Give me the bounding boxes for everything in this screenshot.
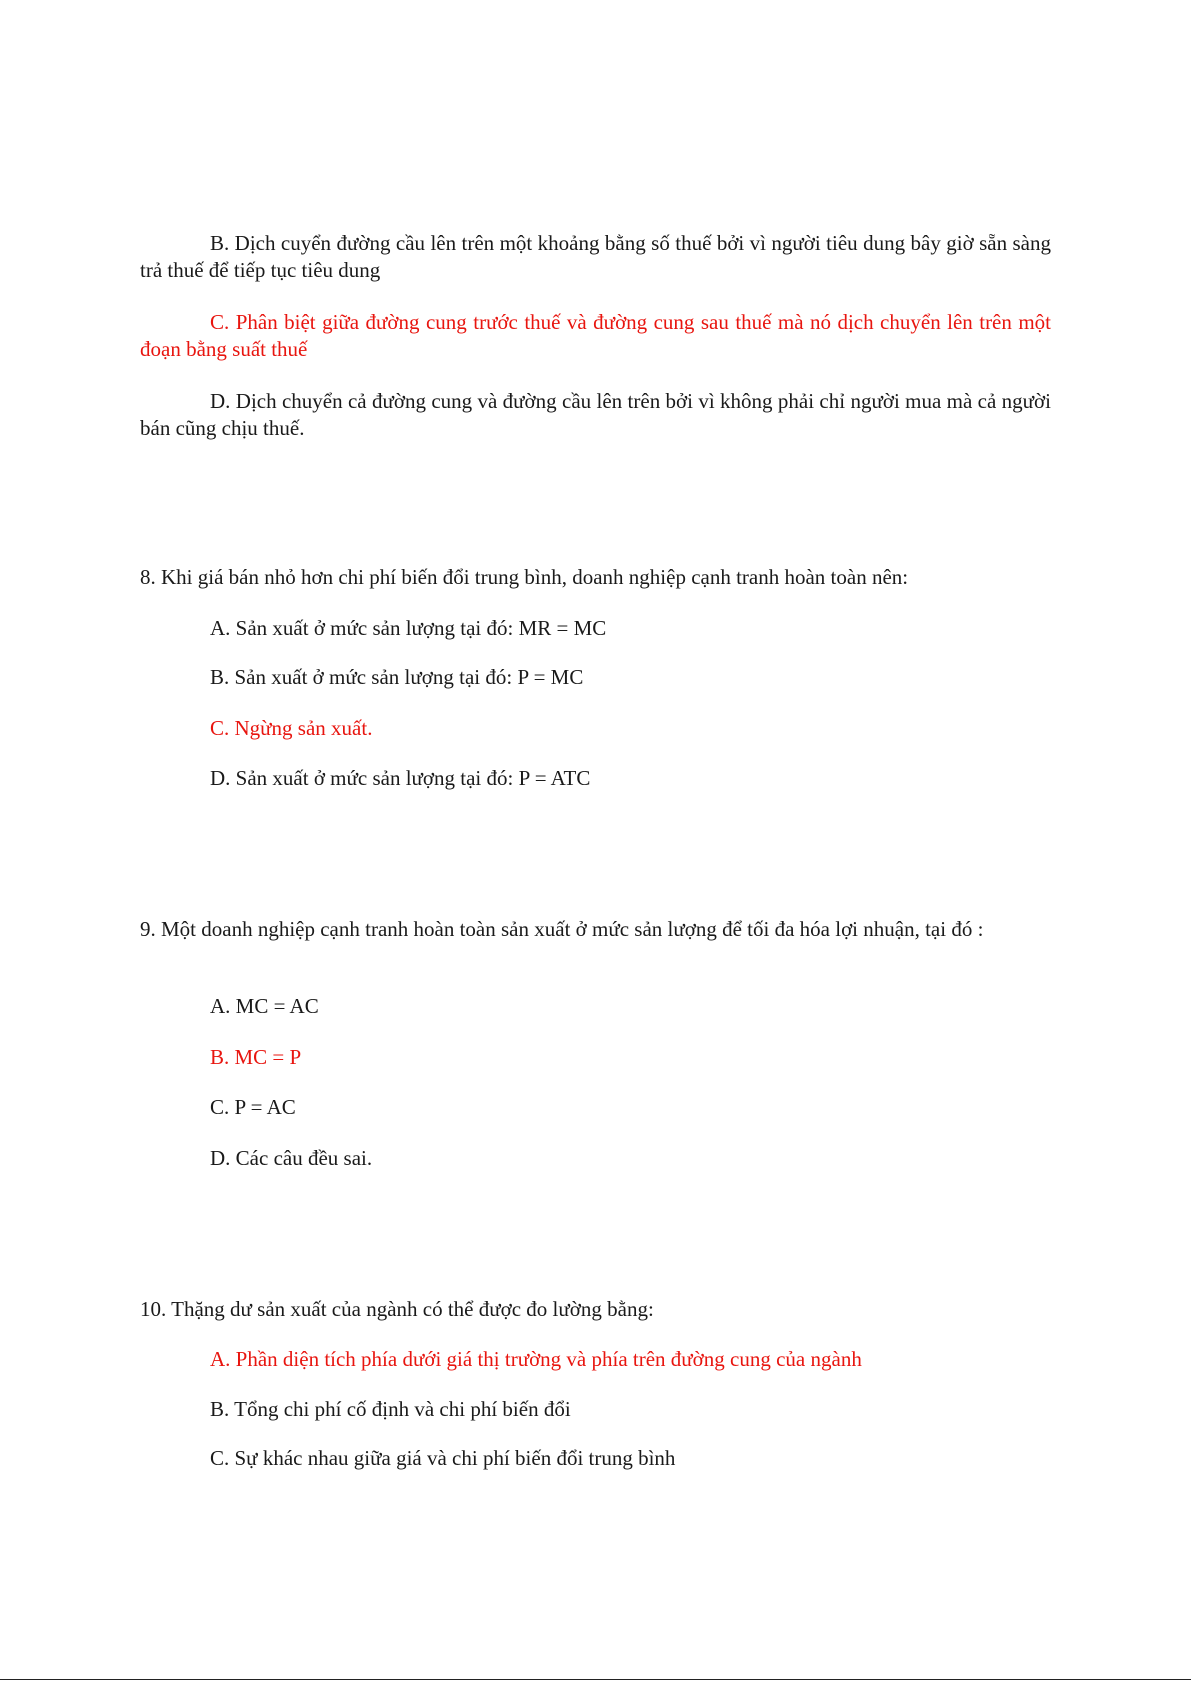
q9-question: 9. Một doanh nghiệp cạnh tranh hoàn toàn sản xuất ở mức sản lượng để tối đa hóa lợi nhuận, tại đó : [140,917,984,941]
q10-option-c: C. Sự khác nhau giữa giá và chi phí biến đổi trung bình [210,1446,676,1470]
q10-option-b: B. Tổng chi phí cố định và chi phí biến đổi [210,1397,571,1421]
q7-option-d: D. Dịch chuyển cả đường cung và đường cầu lên trên bởi vì không phải chỉ người mua mà cả người bán cũng chịu thuế. [140,389,1051,440]
q8-option-b: B. Sản xuất ở mức sản lượng tại đó: P = MC [210,665,584,689]
q9-option-b-correct: B. MC = P [210,1045,302,1069]
q8-option-a: A. Sản xuất ở mức sản lượng tại đó: MR = MC [210,616,607,640]
q8-question: 8. Khi giá bán nhỏ hơn chi phí biến đổi trung bình, doanh nghiệp cạnh tranh hoàn toàn nên: [140,565,909,589]
q9-option-a: A. MC = AC [210,994,319,1018]
footer-rule [0,1679,1191,1680]
q8-option-c-correct: C. Ngừng sản xuất. [210,716,373,740]
q7-option-b: B. Dịch cuyển đường cầu lên trên một khoảng bằng số thuế bởi vì người tiêu dung bây giờ sẵn sàng trả thuế để tiếp tục tiêu dung [140,231,1051,282]
q8-option-d: D. Sản xuất ở mức sản lượng tại đó: P = ATC [210,766,591,790]
q7-option-c-correct: C. Phân biệt giữa đường cung trước thuế và đường cung sau thuế mà nó dịch chuyển lên trên một đoạn bằng suất thuế [140,310,1051,361]
q10-question: 10. Thặng dư sản xuất của ngành có thể được đo lường bằng: [140,1297,654,1321]
q9-option-c: C. P = AC [210,1095,296,1119]
q9-option-d: D. Các câu đều sai. [210,1146,373,1170]
q10-option-a-correct: A. Phần diện tích phía dưới giá thị trường và phía trên đường cung của ngành [210,1347,862,1371]
